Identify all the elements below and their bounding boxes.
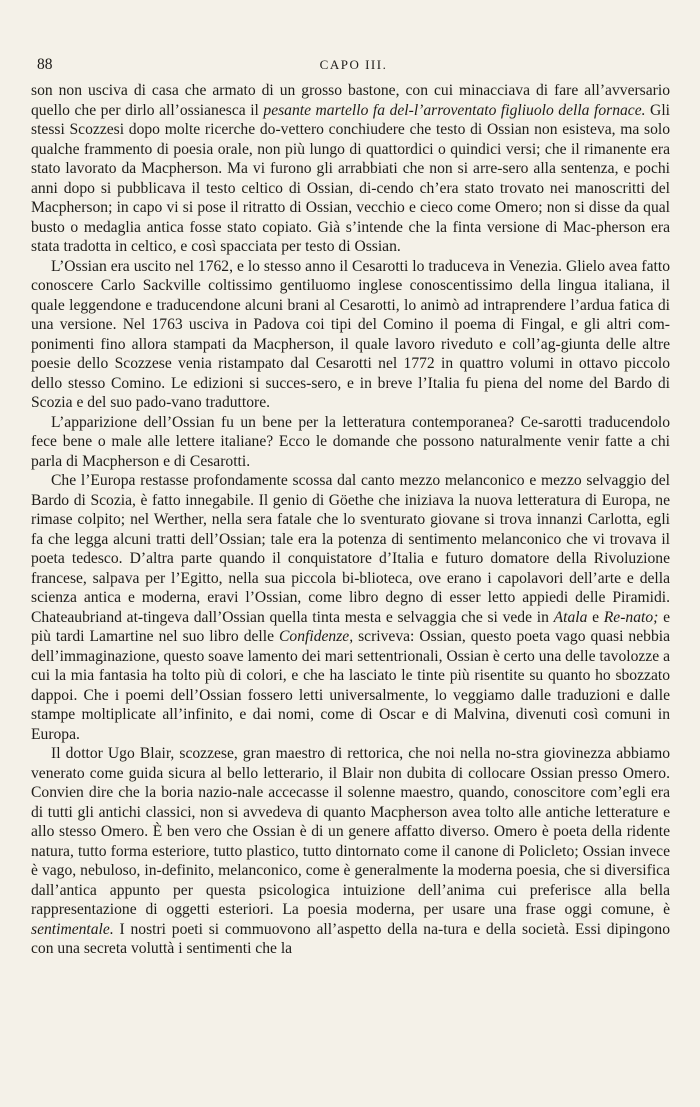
italic-text: pesante martello fa del-l’arroventato figliuolo della fornace. xyxy=(263,101,646,119)
page-number: 88 xyxy=(37,56,53,73)
text-run: son non usciva di casa che armato di un grosso bastone, con cui minacciava di fare all’avversario quello che per dirlo all’ossianesca il xyxy=(31,82,670,119)
text-run: Il dottor Ugo Blair, scozzese, gran maestro di rettorica, che noi nella no-stra giovinezza abbiamo venerato come guida sicura al bello letterario, il Blair non dubita di collocare Ossian presso Omero. Convien dire che la boria nazio-nale accecasse il solenne maestro, quando, conoscitore com’egli era di tutti gli antichi classici, non si avvedeva di quanto Macpherson avea tolto alle antiche letterature e allo stesso Omero. È ben vero che Ossian è di un genere affatto diverso. Omero è poeta della ridente natura, tutto forma esteriore, tutto plastico, tutto dintornato come il canone di Policleto; Ossian invece è vago, nebuloso, in-definito, melanconico, come è generalmente la moderna poesia, che si diversifica dall’antica appunto per questa psicologica intuizione dell’anima cui preferisce alla bella rappresentazione di oggetti esteriori. La poesia moderna, per usare una frase oggi comune, è xyxy=(31,745,670,918)
running-head: CAPO III. xyxy=(319,57,388,72)
page-header xyxy=(37,56,670,78)
text-run: L’Ossian era uscito nel 1762, e lo stesso anno il Cesarotti lo traduceva in Venezia. Glielo avea fatto conoscere Carlo Sackville coltissimo gentiluomo inglese conoscentissimo della lingua italiana, il quale leggendone e traducendone alcuni brani al Cesarotti, lo animò ad intraprendere l’ardua fatica di una versione. Nel 1763 usciva in Padova coi tipi del Comino il poema di Fingal, e gli altri com-ponimenti fino allora stampati da Macpherson, il quale lavoro riveduto e coll’ag-giunta delle altre poesie dello Scozzese venia ristampato dal Cesarotti nel 1772 in quattro volumi in ottavo piccolo dello stesso Comino. Le edizioni si succes-sero, e in breve l’Italia fu piena del nome del Bardo di Scozia e del suo pado-vano traduttore. xyxy=(31,257,670,411)
text-run: scriveva: Ossian, questo poeta vago quasi nebbia dell’immaginazione, questo soave lamento dei mari settentrionali, Ossian è certo una delle tavolozze a cui la mia fantasia ha tolto più di colori, e che ha lasciato le tinte più risentite su quanto ho sbozzato dappoi. Che i poemi dell’Ossian fossero letti universalmente, lo veggiamo dalle traduzioni e dalle stampe moltiplicate all’infinito, e dai nomi, come di Oscar e di Malvina, divenuti così comuni in Europa. xyxy=(31,628,670,743)
paragraph xyxy=(31,744,670,959)
italic-text: Confidenze, xyxy=(279,628,354,645)
body-text xyxy=(31,81,670,959)
text-run: e più tardi Lamartine nel suo libro delle xyxy=(31,608,670,645)
text-run: L’apparizione dell’Ossian fu un bene per la letteratura contemporanea? Ce-sarotti traducendolo fece bene o male alle lettere italiane? Ecco le domande che possono naturalmente venir fatte a chi parla di Macpherson e di Cesarotti. xyxy=(31,413,670,470)
text-run: e xyxy=(587,608,604,626)
paragraph xyxy=(31,413,670,472)
paragraph xyxy=(31,81,670,257)
text-run: Gli stessi Scozzesi dopo molte ricerche do-vettero conchiudere che testo di Ossian non esisteva, ma solo qualche frammento di poesia orale, non più lungo di quattordici o quindici versi; che il rimanente era stato lavorato da Macpherson. Ma vi furono gli arrabbiati che non si arre-sero alla sentenza, e pochi anni dopo si pubblicava il testo celtico di Ossian, di-cendo ch’era stato trovato nei manoscritti del Macpherson; in capo vi si pose il ritratto di Ossian, vecchio e cieco come Omero; non si disse da qual busto o medaglia antica fosse stato copiato. Già s’intende che la finta versione di Mac-pherson era stata tradotta in celtico, e così spacciata per testo di Ossian. xyxy=(31,101,670,255)
paragraph xyxy=(31,471,670,744)
italic-text: Atala xyxy=(553,608,588,626)
italic-text: Re-nato; xyxy=(603,608,659,626)
text-run: Che l’Europa restasse profondamente scossa dal canto mezzo melanconico e mezzo selvaggio del Bardo di Scozia, è fatto innegabile. Il genio di Göethe che iniziava la nuova letteratura di Europa, ne rimase colpito; nel Werther, nella sera fatale che lo sventurato giovane si trova innanzi Carlotta, egli fa che legga alcuni tratti dell’Ossian; tale era la potenza di sentimento melanconico che vi trovava il poeta tedesco. D’altra parte quando il conquistatore d’Italia e futuro domatore della Rivoluzione francese, salpava per l’Egitto, nella sua piccola bi-blioteca, ove erano i capolavori dell’arte e della scienza antica e moderna, eravi l’Ossian, come libro degno di esser letto appiedi delle Piramidi. Chateaubriand at-tingeva dall’Ossian quella tinta mesta e selvaggia che si vede in xyxy=(31,472,670,626)
text-run: I nostri poeti si commuovono all’aspetto della na-tura e della società. Essi dipingono con una secreta voluttà i sentimenti che la xyxy=(31,920,670,957)
italic-text: sentimentale. xyxy=(31,920,114,938)
paragraph xyxy=(31,257,670,413)
